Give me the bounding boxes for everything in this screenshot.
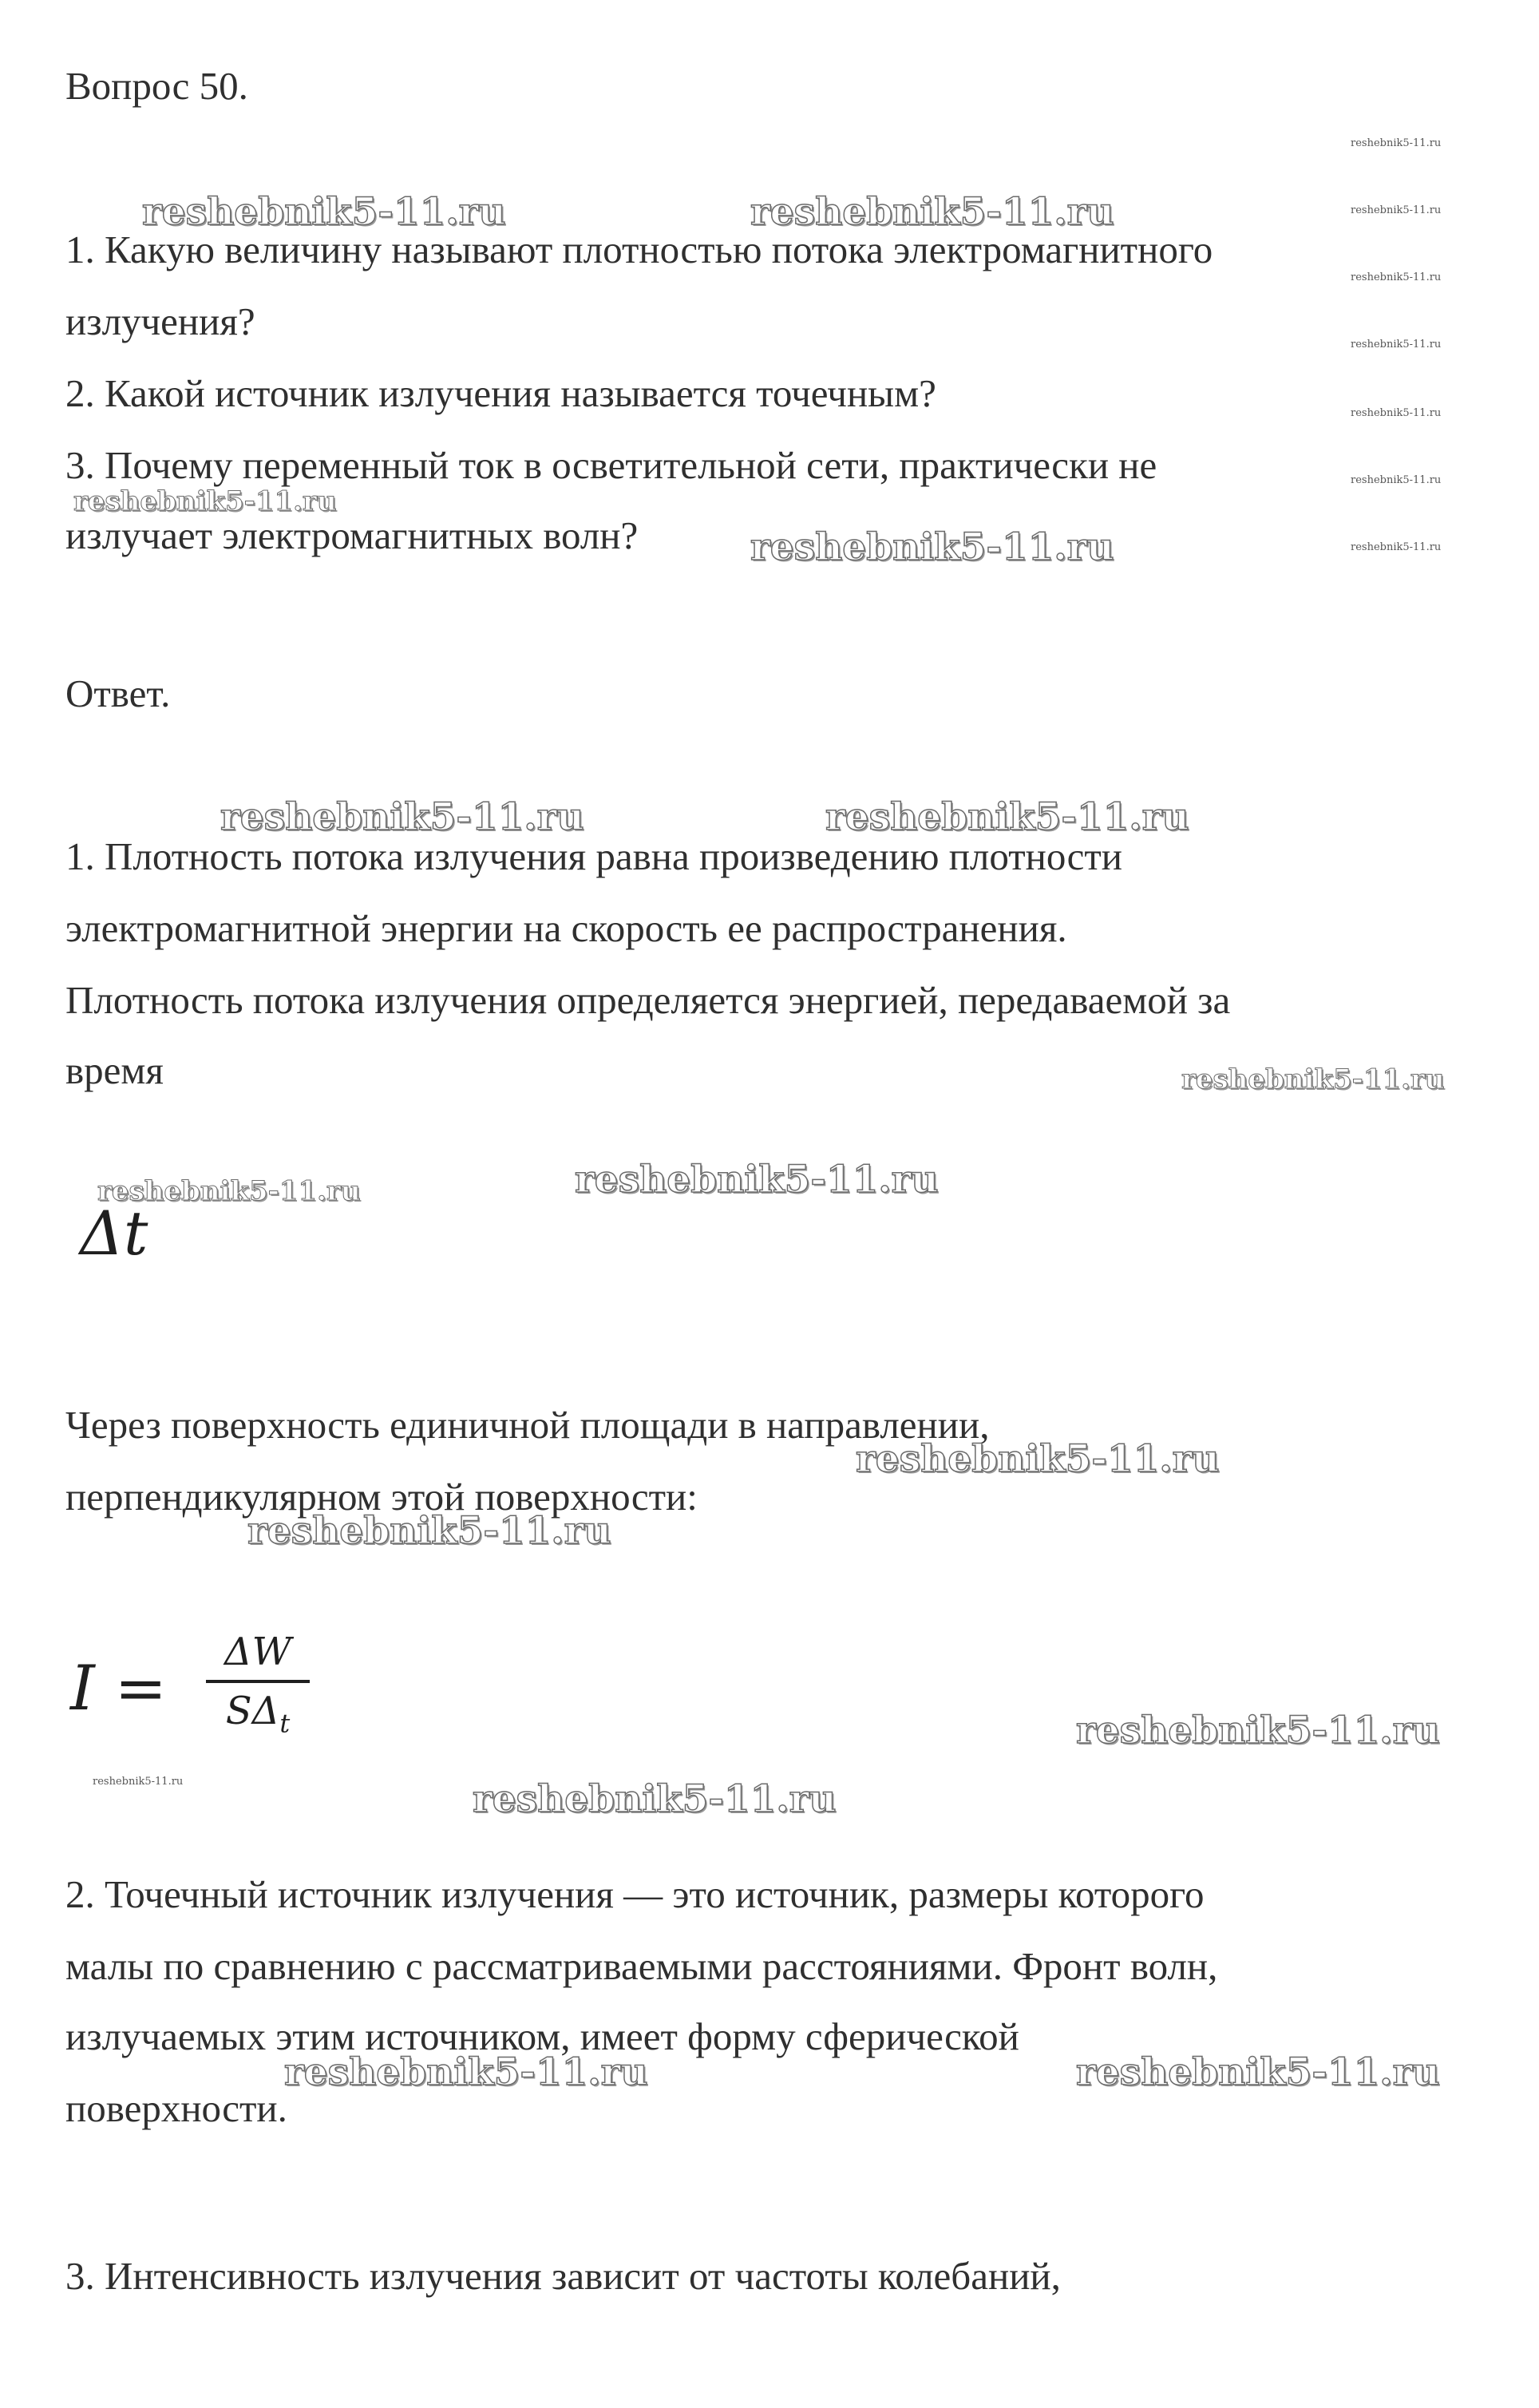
answer-1-line-5: Через поверхность единичной площади в направлении, (65, 1403, 990, 1447)
watermark: reshebnik5-11.ru (856, 1437, 1220, 1481)
question-1-line-2: излучения? (65, 299, 255, 343)
fraction-bar (206, 1680, 310, 1683)
answer-1-line-6: перпендикулярном этой поверхности: (65, 1475, 698, 1519)
watermark-small: reshebnik5-11.ru (1351, 407, 1442, 419)
watermark: reshebnik5-11.ru (473, 1777, 837, 1821)
delta-t-symbol: Δt (80, 1198, 148, 1269)
watermark: reshebnik5-11.ru (1181, 1063, 1445, 1095)
answer-2-line-3: излучаемых этим источником, имеет форму сферической (65, 2014, 1019, 2058)
answer-heading: Ответ. (65, 671, 171, 715)
watermark: reshebnik5-11.ru (825, 795, 1189, 839)
formula-denominator-subscript: t (279, 1708, 291, 1739)
watermark: reshebnik5-11.ru (750, 525, 1114, 569)
watermark: reshebnik5-11.ru (1076, 2050, 1440, 2094)
formula-numerator: ΔW (224, 1630, 291, 1674)
answer-3-line-1: 3. Интенсивность излучения зависит от частоты колебаний, (65, 2254, 1061, 2298)
watermark: reshebnik5-11.ru (73, 485, 337, 517)
watermark: reshebnik5-11.ru (247, 1509, 611, 1553)
answer-1-line-3: Плотность потока излучения определяется энергией, передаваемой за (65, 978, 1231, 1022)
formula-denominator-base: SΔ (225, 1689, 280, 1733)
answer-1-line-1: 1. Плотность потока излучения равна произведению плотности (65, 834, 1122, 878)
formula-fraction (206, 1627, 310, 1749)
watermark: reshebnik5-11.ru (220, 795, 584, 839)
answer-2-line-2: малы по сравнению с рассматриваемыми расстояниями. Фронт волн, (65, 1944, 1218, 1988)
watermark-small: reshebnik5-11.ru (1351, 339, 1442, 351)
formula-denominator (206, 1686, 310, 1749)
watermark: reshebnik5-11.ru (97, 1175, 361, 1207)
answer-2-line-4: поверхности. (65, 2086, 287, 2130)
watermark-small: reshebnik5-11.ru (1351, 474, 1442, 486)
question-title: Вопрос 50. (65, 64, 248, 108)
watermark-small: reshebnik5-11.ru (93, 1776, 184, 1788)
answer-1-line-4: время (65, 1048, 164, 1092)
answer-1-line-2: электромагнитной энергии на скорость ее распространения. (65, 906, 1067, 950)
watermark-small: reshebnik5-11.ru (1351, 541, 1442, 553)
watermark: reshebnik5-11.ru (575, 1158, 939, 1202)
watermark-small: reshebnik5-11.ru (1351, 137, 1442, 149)
question-2: 2. Какой источник излучения называется точечным? (65, 371, 936, 415)
watermark-small: reshebnik5-11.ru (1351, 204, 1442, 216)
question-1-line-1: 1. Какую величину называют плотностью потока электромагнитного (65, 228, 1213, 271)
watermark-small: reshebnik5-11.ru (1351, 271, 1442, 283)
answer-2-line-1: 2. Точечный источник излучения — это источник, размеры которого (65, 1872, 1205, 1916)
formula-lhs: I = (70, 1653, 167, 1725)
watermark: reshebnik5-11.ru (1076, 1709, 1440, 1753)
question-3-line-2: излучает электромагнитных волн? (65, 513, 639, 557)
question-3-line-1: 3. Почему переменный ток в осветительной сети, практически не (65, 443, 1157, 487)
watermark: reshebnik5-11.ru (750, 190, 1114, 234)
watermark: reshebnik5-11.ru (142, 190, 506, 234)
watermark: reshebnik5-11.ru (284, 2050, 648, 2094)
